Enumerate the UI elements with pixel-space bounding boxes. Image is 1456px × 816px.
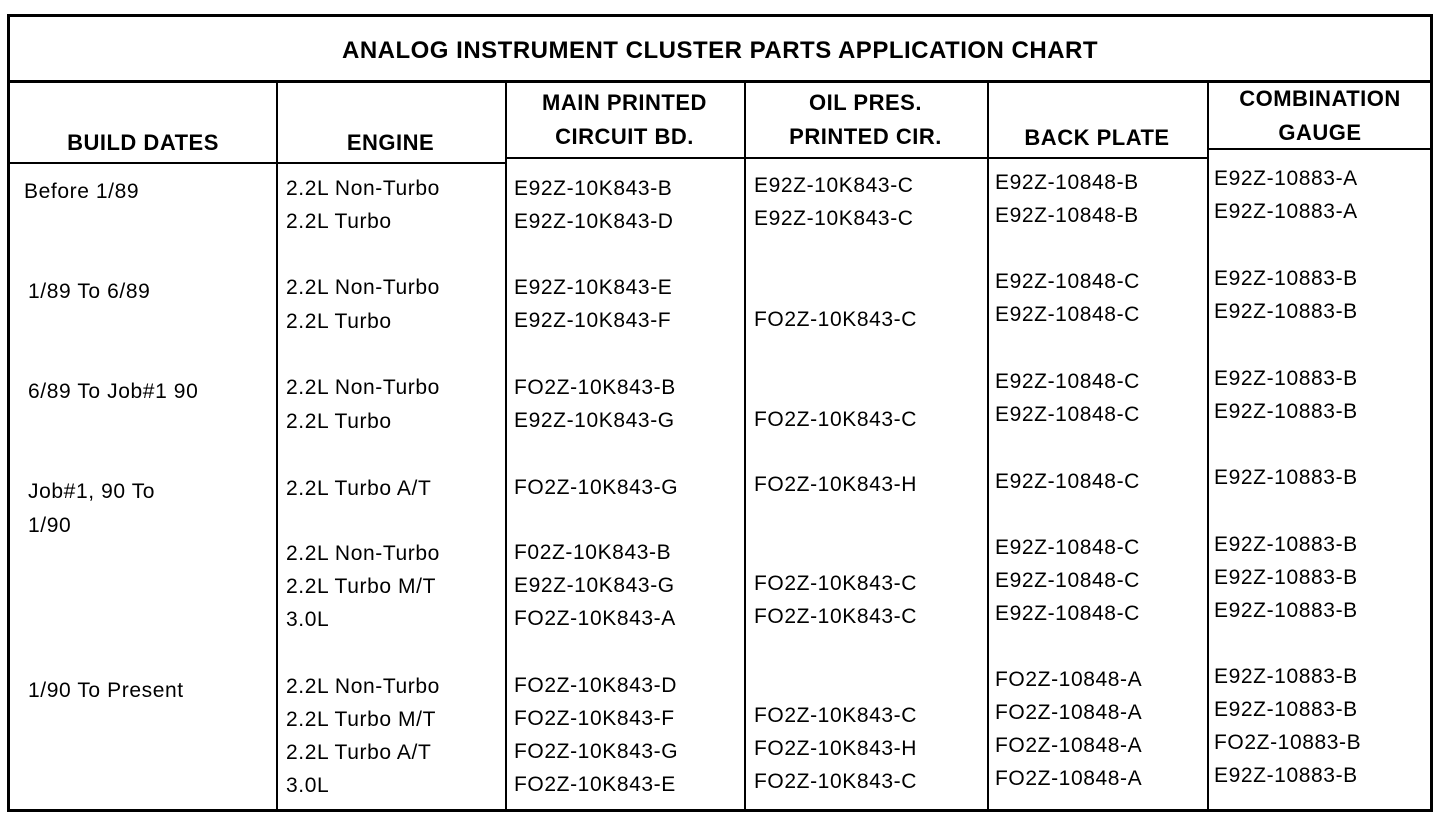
build-date: 1/90 To Present xyxy=(28,679,184,702)
header-build-dates-label: BUILD DATES xyxy=(67,130,219,155)
header-build-dates xyxy=(10,83,276,162)
main-circuit-cell: FO2Z-10K843-A xyxy=(514,607,676,630)
header-back-plate xyxy=(987,83,1207,157)
column-divider xyxy=(276,83,278,809)
oil-pres-cell: FO2Z-10K843-C xyxy=(754,572,918,595)
gauge-cell: E92Z-10883-B xyxy=(1214,466,1358,489)
gauge-cell: E92Z-10883-A xyxy=(1214,167,1358,190)
engine-cell: 2.2L Non-Turbo xyxy=(286,177,440,200)
back-plate-cell: E92Z-10848-C xyxy=(995,370,1140,393)
header-oil-line2: PRINTED CIR. xyxy=(789,124,942,149)
oil-pres-cell: E92Z-10K843-C xyxy=(754,174,914,197)
parts-application-chart xyxy=(7,14,1433,812)
engine-cell: 2.2L Turbo M/T xyxy=(286,708,437,731)
build-date: Before 1/89 xyxy=(24,180,140,203)
chart-title: ANALOG INSTRUMENT CLUSTER PARTS APPLICATION CHART xyxy=(10,17,1430,83)
oil-pres-cell: FO2Z-10K843-C xyxy=(754,605,918,628)
main-circuit-cell: E92Z-10K843-F xyxy=(514,309,672,332)
gauge-cell: E92Z-10883-B xyxy=(1214,665,1358,688)
main-circuit-cell: E92Z-10K843-B xyxy=(514,177,673,200)
header-main-printed-circuit xyxy=(505,83,744,157)
back-plate-cell: FO2Z-10848-A xyxy=(995,701,1143,724)
gauge-cell: E92Z-10883-A xyxy=(1214,200,1358,223)
header-oil-line1: OIL PRES. xyxy=(809,90,922,115)
main-circuit-cell: FO2Z-10K843-G xyxy=(514,476,679,499)
back-plate-cell: E92Z-10848-C xyxy=(995,569,1140,592)
back-plate-cell: E92Z-10848-C xyxy=(995,536,1140,559)
column-divider xyxy=(1207,83,1209,809)
back-plate-cell: E92Z-10848-B xyxy=(995,171,1139,194)
build-date: Job#1, 90 To xyxy=(28,480,156,503)
main-circuit-cell: E92Z-10K843-G xyxy=(514,574,675,597)
build-date: 1/90 xyxy=(28,514,72,537)
header-main-line2: CIRCUIT BD. xyxy=(555,124,694,149)
gauge-cell: FO2Z-10883-B xyxy=(1214,731,1362,754)
engine-cell: 3.0L xyxy=(286,774,330,797)
main-circuit-cell: FO2Z-10K843-B xyxy=(514,376,676,399)
oil-pres-cell: FO2Z-10K843-C xyxy=(754,770,918,793)
back-plate-cell: E92Z-10848-B xyxy=(995,204,1139,227)
header-combination-gauge xyxy=(1207,83,1433,148)
oil-pres-cell: FO2Z-10K843-C xyxy=(754,408,918,431)
header-engine xyxy=(276,83,505,162)
back-plate-cell: E92Z-10848-C xyxy=(995,303,1140,326)
column-divider xyxy=(987,83,989,809)
engine-cell: 2.2L Non-Turbo xyxy=(286,542,440,565)
header-oil-pres xyxy=(744,83,987,157)
header-rule xyxy=(505,157,744,159)
gauge-cell: E92Z-10883-B xyxy=(1214,267,1358,290)
gauge-cell: E92Z-10883-B xyxy=(1214,566,1358,589)
main-circuit-cell: FO2Z-10K843-F xyxy=(514,707,675,730)
engine-cell: 2.2L Turbo A/T xyxy=(286,477,432,500)
gauge-cell: E92Z-10883-B xyxy=(1214,698,1358,721)
header-engine-label: ENGINE xyxy=(346,130,435,155)
gauge-cell: E92Z-10883-B xyxy=(1214,533,1358,556)
back-plate-cell: E92Z-10848-C xyxy=(995,470,1140,493)
engine-cell: 2.2L Non-Turbo xyxy=(286,376,440,399)
column-divider xyxy=(744,83,746,809)
main-circuit-cell: E92Z-10K843-G xyxy=(514,409,675,432)
main-circuit-cell: FO2Z-10K843-D xyxy=(514,674,678,697)
engine-cell: 2.2L Non-Turbo xyxy=(286,675,440,698)
engine-cell: 2.2L Turbo xyxy=(286,310,392,333)
build-date: 6/89 To Job#1 90 xyxy=(28,380,199,403)
header-gauge-line1: COMBINATION xyxy=(1239,85,1401,111)
back-plate-cell: E92Z-10848-C xyxy=(995,403,1140,426)
main-circuit-cell: F02Z-10K843-B xyxy=(514,541,672,564)
main-circuit-cell: E92Z-10K843-D xyxy=(514,210,674,233)
gauge-cell: E92Z-10883-B xyxy=(1214,300,1358,323)
header-rule xyxy=(744,157,987,159)
gauge-cell: E92Z-10883-B xyxy=(1214,599,1358,622)
back-plate-cell: FO2Z-10848-A xyxy=(995,767,1143,790)
gauge-cell: E92Z-10883-B xyxy=(1214,367,1358,390)
oil-pres-cell: FO2Z-10K843-C xyxy=(754,704,918,727)
build-date: 1/89 To 6/89 xyxy=(28,280,151,303)
main-circuit-cell: FO2Z-10K843-G xyxy=(514,740,679,763)
back-plate-cell: E92Z-10848-C xyxy=(995,602,1140,625)
back-plate-cell: FO2Z-10848-A xyxy=(995,734,1143,757)
header-rule xyxy=(276,162,505,164)
engine-cell: 2.2L Turbo xyxy=(286,410,392,433)
header-rule xyxy=(10,162,276,164)
column-divider xyxy=(505,83,507,809)
oil-pres-cell: FO2Z-10K843-H xyxy=(754,737,918,760)
oil-pres-cell: FO2Z-10K843-C xyxy=(754,308,918,331)
gauge-cell: E92Z-10883-B xyxy=(1214,400,1358,423)
main-circuit-cell: E92Z-10K843-E xyxy=(514,276,673,299)
main-circuit-cell: FO2Z-10K843-E xyxy=(514,773,676,796)
gauge-cell: E92Z-10883-B xyxy=(1214,764,1358,787)
back-plate-cell: FO2Z-10848-A xyxy=(995,668,1143,691)
engine-cell: 2.2L Non-Turbo xyxy=(286,276,440,299)
back-plate-cell: E92Z-10848-C xyxy=(995,270,1140,293)
engine-cell: 2.2L Turbo M/T xyxy=(286,575,437,598)
header-main-line1: MAIN PRINTED xyxy=(542,90,707,115)
header-gauge-line2: GAUGE xyxy=(1278,119,1362,145)
engine-cell: 2.2L Turbo xyxy=(286,210,392,233)
engine-cell: 2.2L Turbo A/T xyxy=(286,741,432,764)
header-back-plate-label: BACK PLATE xyxy=(1024,125,1170,150)
oil-pres-cell: FO2Z-10K843-H xyxy=(754,473,918,496)
engine-cell: 3.0L xyxy=(286,608,330,631)
header-rule xyxy=(987,157,1207,159)
oil-pres-cell: E92Z-10K843-C xyxy=(754,207,914,230)
